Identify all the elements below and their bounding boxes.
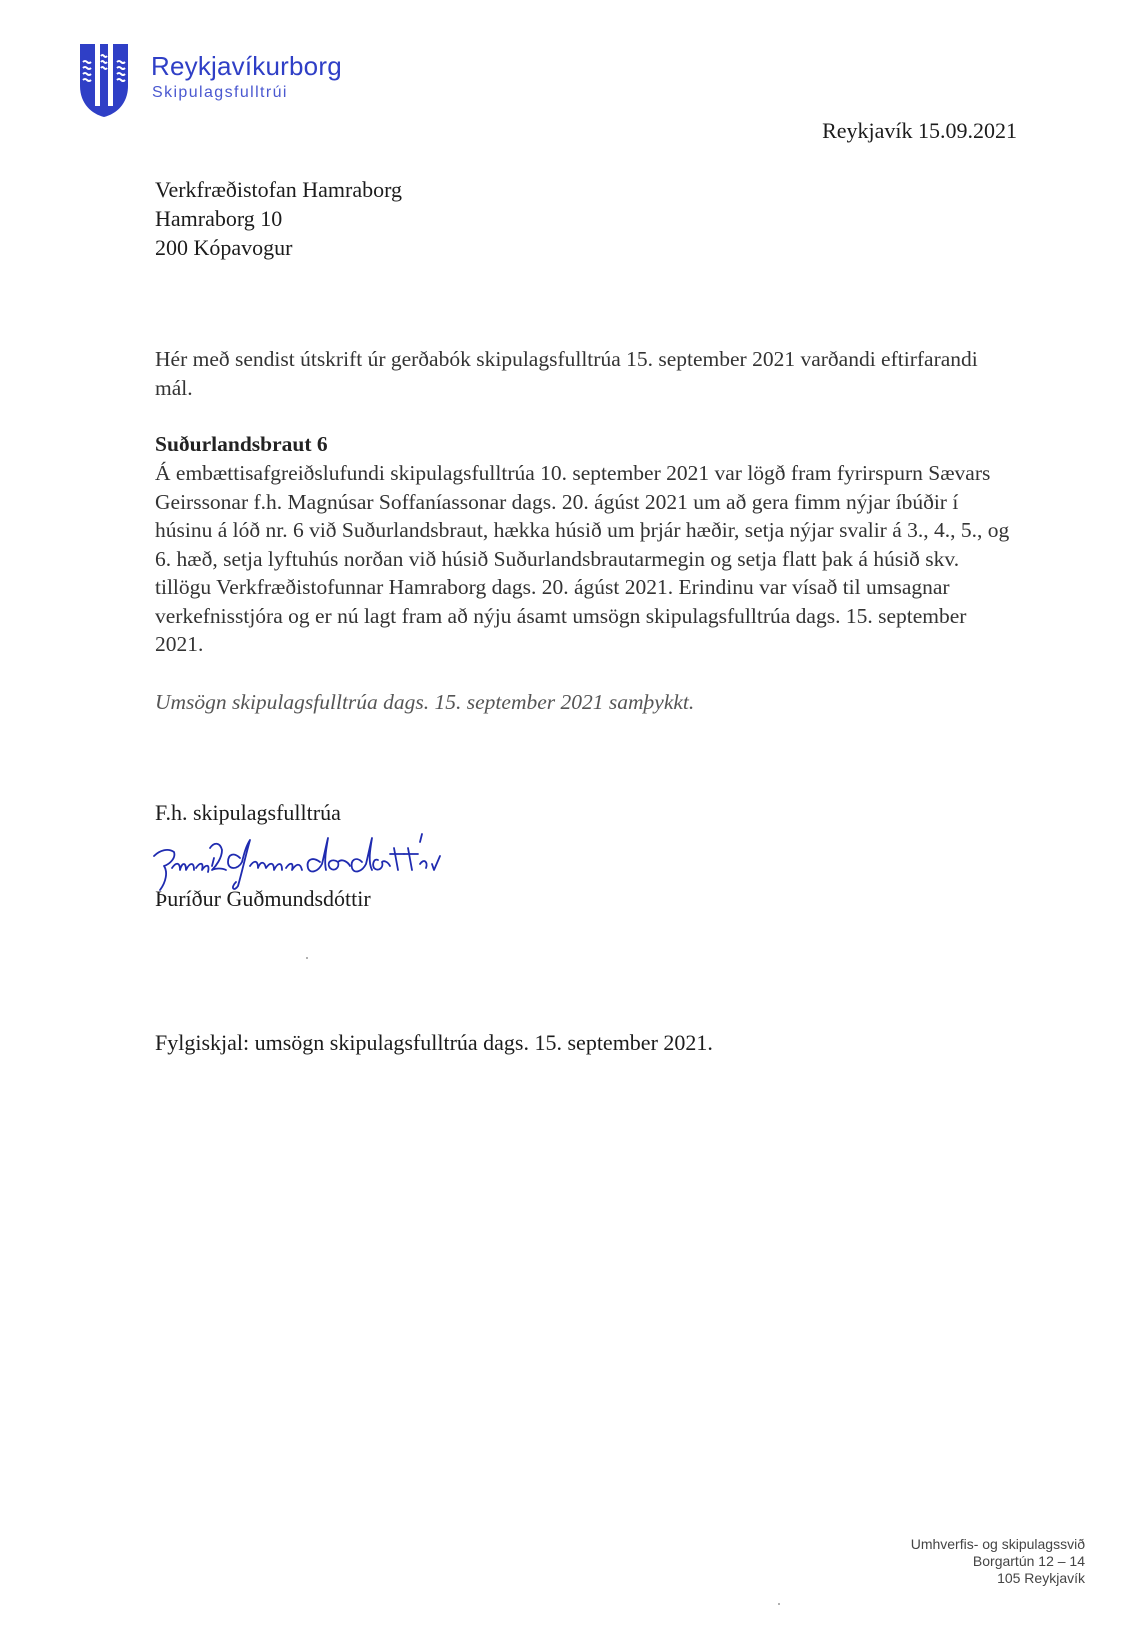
signoff-line: F.h. skipulagsfulltrúa — [155, 800, 341, 825]
recipient-address — [155, 175, 402, 262]
attachment-note: Fylgiskjal: umsögn skipulagsfulltrúa dags. 15. september 2021. — [155, 1030, 713, 1055]
intro-paragraph: Hér með sendist útskrift úr gerðabók skipulagsfulltrúa 15. september 2021 varðandi eftirfarandi mál. — [155, 347, 978, 400]
organization-unit: Skipulagsfulltrúi — [152, 84, 288, 101]
footer-street: Borgartún 12 – 14 — [972, 1553, 1085, 1569]
case-title: Suðurlandsbraut 6 — [155, 432, 328, 456]
recipient-city: 200 Kópavogur — [155, 235, 293, 260]
decision-text: Umsögn skipulagsfulltrúa dags. 15. september 2021 samþykkt. — [155, 690, 695, 714]
letter-date: Reykjavík 15.09.2021 — [822, 118, 1017, 143]
recipient-street: Hamraborg 10 — [155, 206, 283, 231]
signer-name: Þuríður Guðmundsdóttir — [155, 886, 371, 911]
scan-speck — [306, 957, 308, 959]
footer-city: 105 Reykjavík — [997, 1570, 1085, 1586]
city-shield-icon — [78, 42, 130, 118]
footer-department: Umhverfis- og skipulagssvið — [910, 1536, 1085, 1552]
case-paragraph: Á embættisafgreiðslufundi skipulagsfulltrúa 10. september 2021 var lögð fram fyrirspurn Sævars Geirssonar f.h. Magnúsar Soffaníassonar dags. 20. ágúst 2021 um að gera fimm nýjar íbúðir í húsinu á lóð nr. 6 við Suðurlandsbraut, hækka húsið um þrjár hæðir, setja nýjar svalir á 3., 4., 5., og 6. hæð, setja lyftuhús norðan við húsið Suðurlandsbrautarmegin og setja flatt þak á húsið skv. tillögu Verkfræðistofunnar Hamraborg dags. 20. ágúst 2021. Erindinu var vísað til umsagnar verkefnisstjóra og er nú lagt fram að nýju ásamt umsögn skipulagsfulltrúa dags. 15. september 2021. — [155, 461, 1010, 656]
footer-address — [911, 1536, 1085, 1587]
recipient-name: Verkfræðistofan Hamraborg — [155, 177, 403, 202]
organization-name: Reykjavíkurborg — [151, 51, 342, 81]
scan-speck — [778, 1603, 780, 1605]
